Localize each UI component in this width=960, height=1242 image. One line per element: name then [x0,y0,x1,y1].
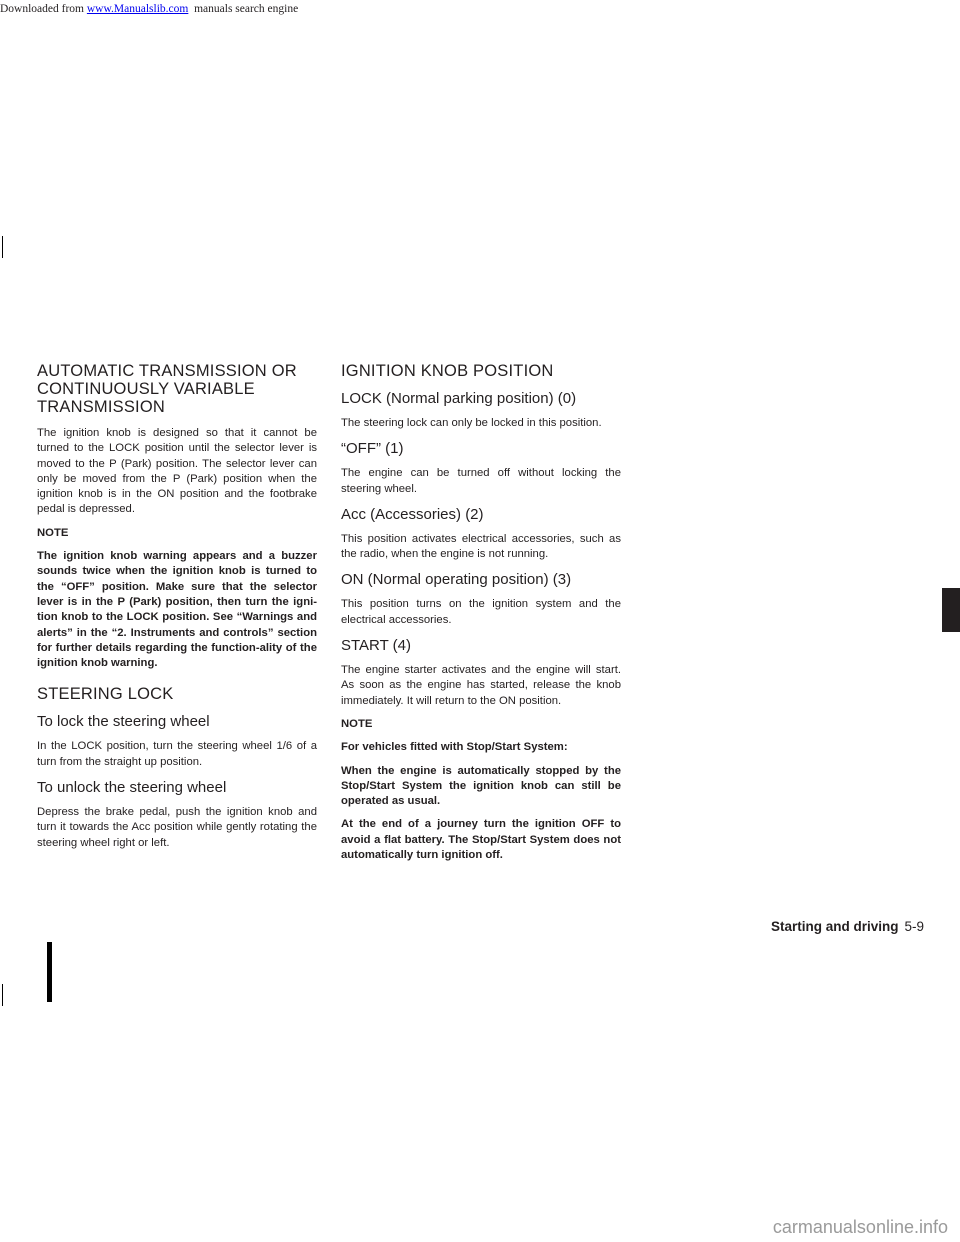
heading-unlock-steering: To unlock the steering wheel [37,779,227,797]
heading-off-1: “OFF” (1) [341,440,404,458]
text-on-3: This position turns on the ignition system and the electrical accessories. [341,598,621,626]
note-auto-stop: When the engine is automatically stopped by the Stop/Start System the ignition knob can still be operated as usual. [341,764,621,808]
heading-lock-steering: To lock the steering wheel [37,713,210,731]
page-footer [771,919,924,934]
text-lock-steering: In the LOCK position, turn the steering wheel 1/6 of a turn from the straight up position. [37,740,317,768]
heading-start-4: START (4) [341,637,412,655]
note-warning-text: The ignition knob warning appears and a buzzer sounds twice when the ignition knob is turned to the “OFF” position. Make sure that the selector lever is in the P (Park) position, then turn the igni-tion knob to the LOCK position. See “Warnings and alerts” in the “2. Instruments and controls” section for further details regarding the function-ality of the ignition knob warning. [37,550,317,670]
text-unlock-steering: Depress the brake pedal, push the ignition knob and turn it towards the Acc position while gently rotating the steering wheel right or left. [37,806,317,849]
text-lock-0: The steering lock can only be locked in this position. [341,417,602,429]
note-stop-start-vehicles: For vehicles fitted with Stop/Start System: [341,741,568,754]
watermark: carmanualsonline.info [772,1217,948,1237]
heading-acc-2: Acc (Accessories) (2) [341,505,484,523]
heading-lock-0: LOCK (Normal parking position) (0) [341,390,577,407]
margin-bar [47,942,52,1002]
note-label-right: NOTE [341,717,373,730]
heading-transmission: AUTOMATIC TRANSMISSION OR CONTINUOUSLY VARIABLE TRANSMISSION [37,362,297,416]
heading-steering-lock: STEERING LOCK [37,685,174,704]
text-off-1: The engine can be turned off without locking the steering wheel. [341,467,621,495]
download-banner [0,0,960,18]
crop-mark-bottom-left [2,984,3,1006]
heading-on-3: ON (Normal operating position) (3) [341,571,572,589]
heading-ignition-position: IGNITION KNOB POSITION [341,362,554,380]
crop-mark-top-left [2,236,3,258]
text-start-4: The engine starter activates and the engine will start. As soon as the engine has started, release the knob immediately. It will return to the ON position. [341,664,621,707]
text-transmission: The ignition knob is designed so that it cannot be turned to the LOCK position until the selector lever is moved to the P (Park) position. The selector lever can only be moved from the P (Park) position when the ignition knob is in the ON position and the footbrake pedal is depressed. [37,427,317,516]
banner-suffix: manuals search engine [188,3,299,15]
manualslib-link[interactable]: www.Manualslib.com [86,3,189,15]
banner-prefix: Downloaded from [0,3,87,15]
right-column [341,362,621,871]
note-label: NOTE [37,526,69,539]
text-acc-2: This position activates electrical accessories, such as the radio, when the engine is not running. [341,532,621,561]
chapter-thumb-tab [942,588,960,632]
left-column [37,362,317,859]
note-journey-end: At the end of a journey turn the ignition OFF to avoid a flat battery. The Stop/Start System does not automatically turn ignition off. [341,818,621,862]
page-number: 5-9 [904,919,924,934]
footer-section: Starting and driving [770,919,899,934]
